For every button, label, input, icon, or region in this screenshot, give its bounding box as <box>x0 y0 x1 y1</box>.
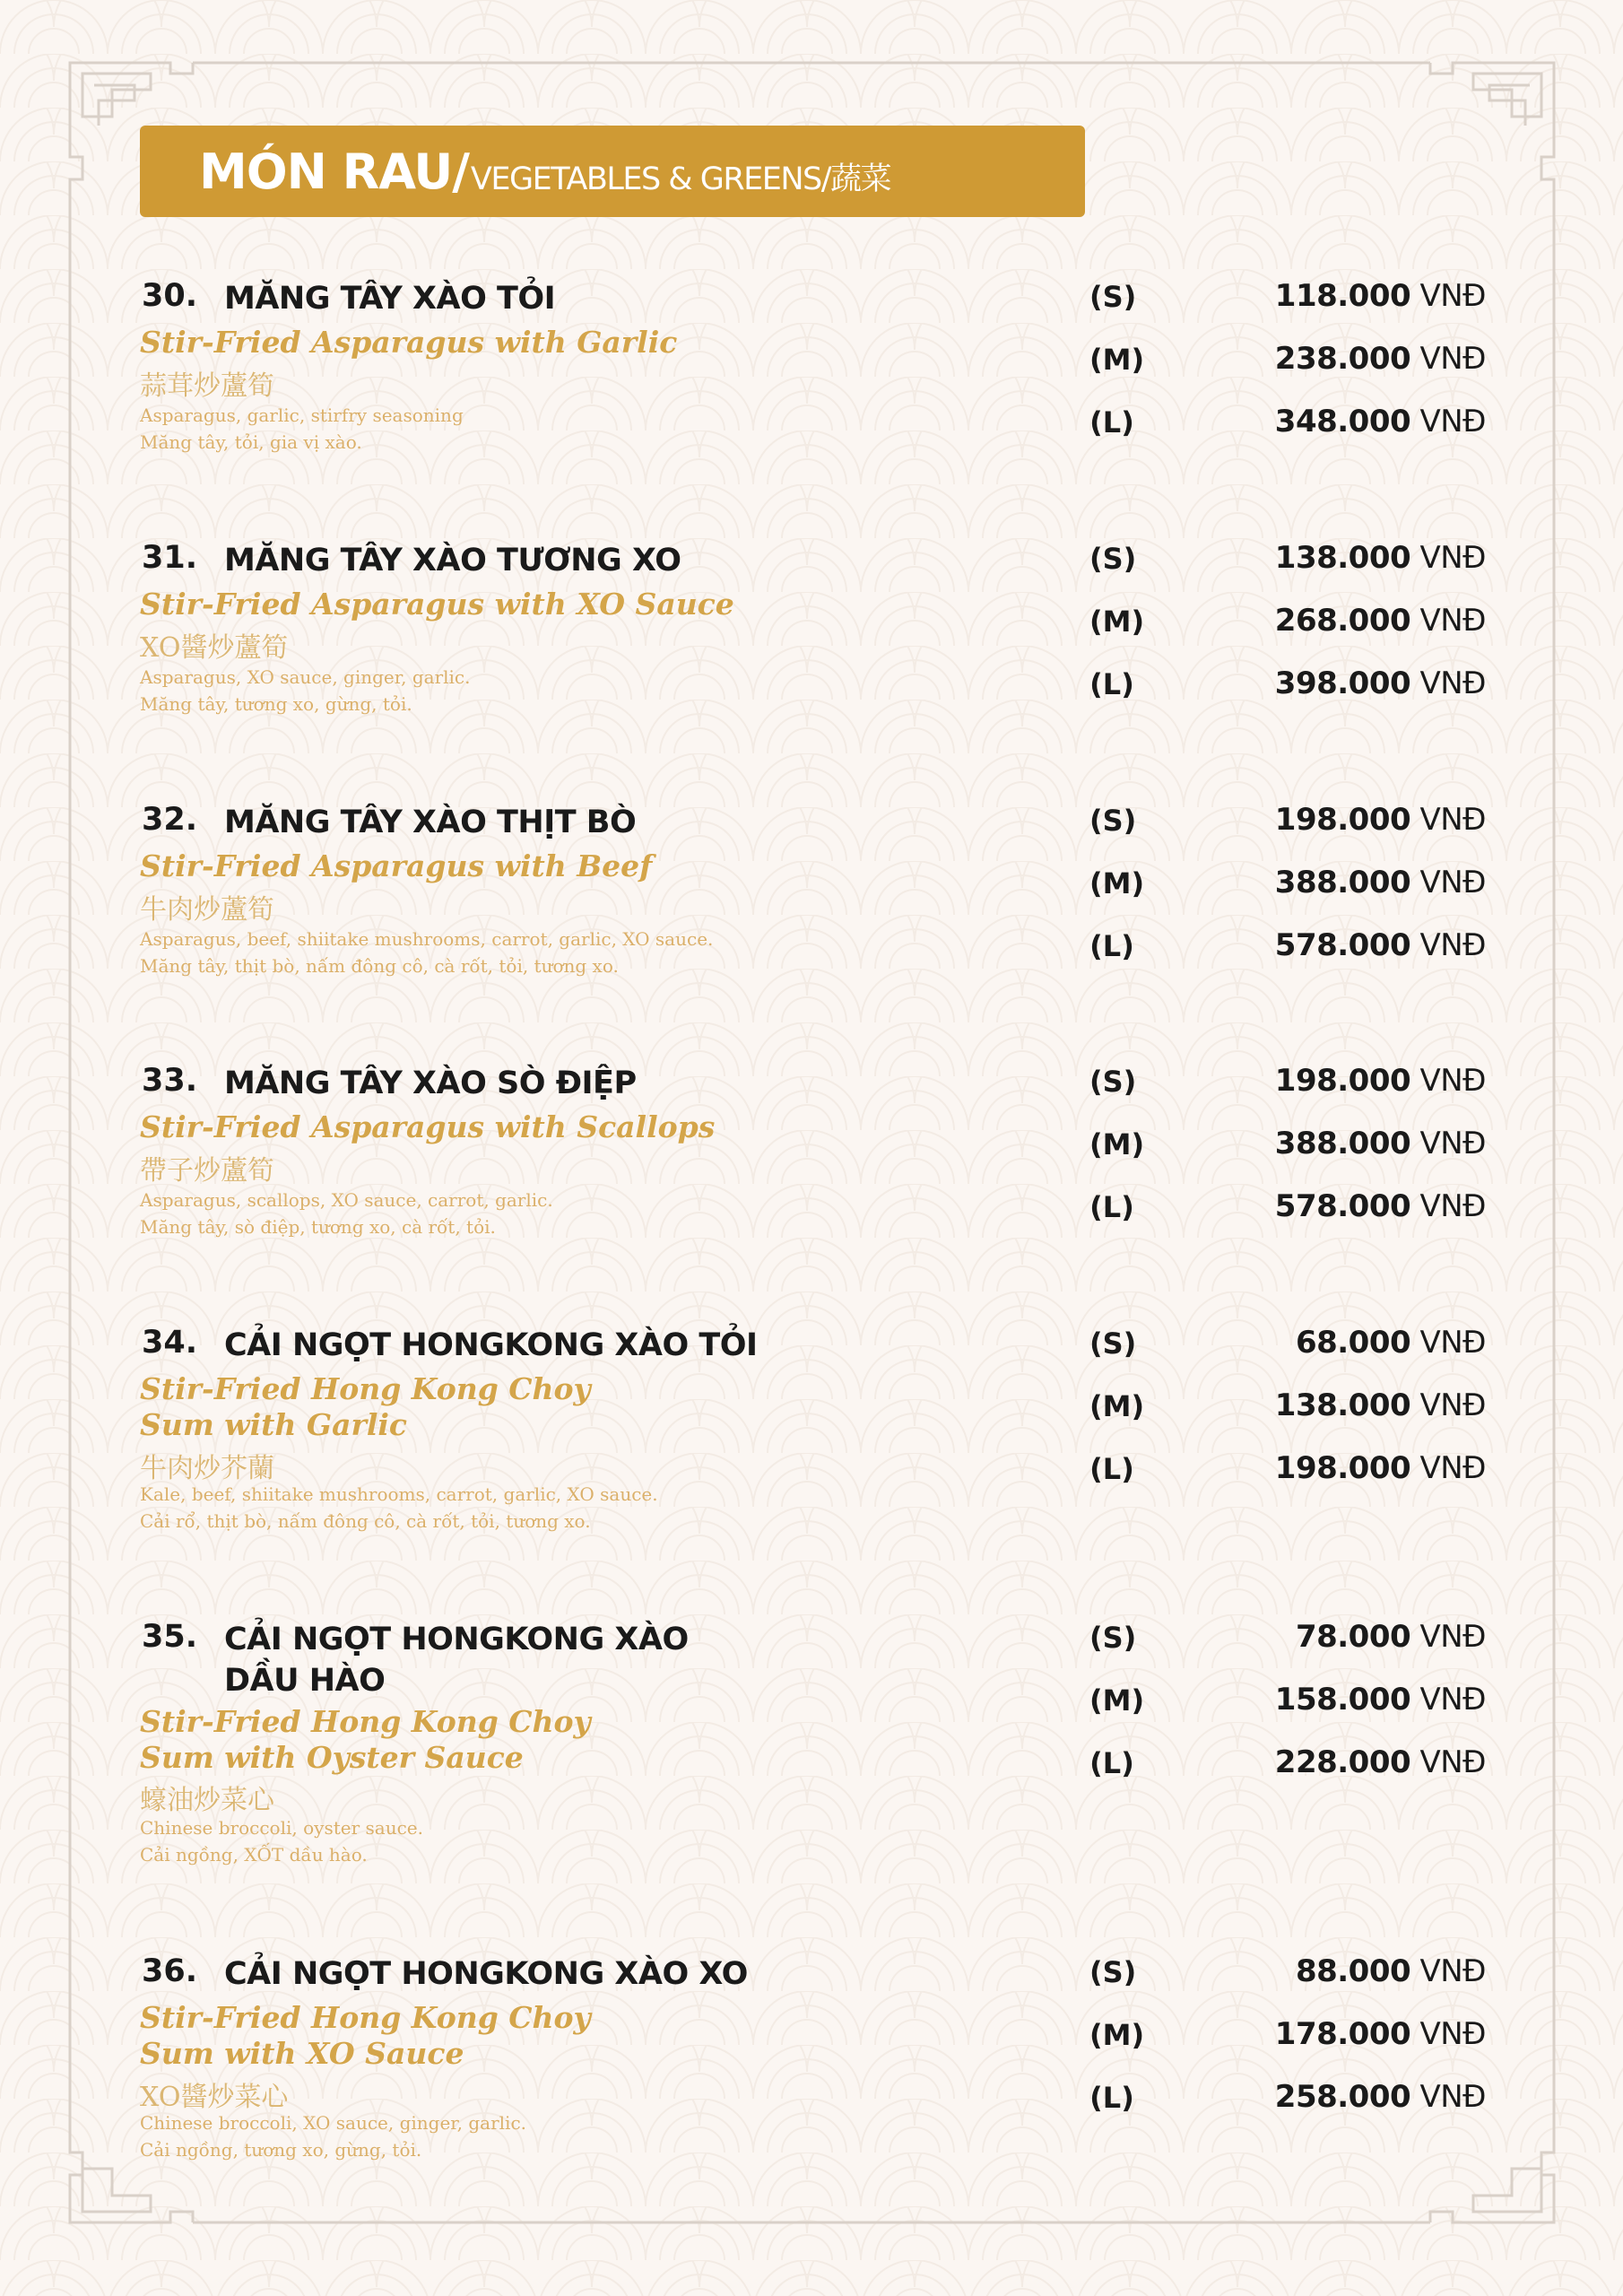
item-name-zh: XO醬炒蘆筍 <box>140 632 289 664</box>
item-number: 31. <box>142 540 198 576</box>
item-name-en: Stir-Fried Asparagus with Scallops <box>140 1109 716 1144</box>
currency-label: VNĐ <box>1419 865 1486 900</box>
item-desc-en: Asparagus, XO sauce, ginger, garlic. <box>140 666 471 688</box>
price-value: 178.000 <box>1274 2016 1411 2052</box>
currency-label: VNĐ <box>1419 278 1486 314</box>
price-value: 388.000 <box>1274 865 1411 900</box>
item-desc-en: Asparagus, scallops, XO sauce, carrot, garlic. <box>140 1189 553 1211</box>
price-value: 268.000 <box>1274 603 1411 639</box>
item-number: 35. <box>142 1619 198 1655</box>
item-desc-en: Asparagus, beef, shiitake mushrooms, carrot, garlic, XO sauce. <box>140 928 714 950</box>
size-label: (S) <box>1089 280 1137 314</box>
item-number: 32. <box>142 802 198 838</box>
item-desc-vi: Măng tây, tương xo, gừng, tỏi. <box>140 693 412 715</box>
currency-label: VNĐ <box>1419 927 1486 963</box>
item-name-zh: 帶子炒蘆筍 <box>140 1155 274 1187</box>
price-value: 398.000 <box>1274 665 1411 701</box>
price <box>1275 1063 1486 1099</box>
item-name-zh: 蒜茸炒蘆筍 <box>140 370 274 402</box>
price <box>1275 1188 1486 1224</box>
size-label: (S) <box>1089 804 1137 838</box>
price-value: 578.000 <box>1274 927 1411 963</box>
currency-label: VNĐ <box>1419 1126 1486 1161</box>
size-label: (M) <box>1089 343 1145 377</box>
price <box>1275 2079 1486 2115</box>
price-value: 238.000 <box>1274 341 1411 377</box>
price <box>1296 1953 1486 1989</box>
currency-label: VNĐ <box>1419 665 1486 701</box>
price <box>1275 341 1486 377</box>
currency-label: VNĐ <box>1419 341 1486 377</box>
item-desc-vi: Cải ngồng, tương xo, gừng, tỏi. <box>140 2139 422 2161</box>
item-name-zh: 牛肉炒蘆筍 <box>140 894 274 926</box>
price-value: 158.000 <box>1274 1682 1411 1718</box>
currency-label: VNĐ <box>1419 603 1486 639</box>
price <box>1275 865 1486 900</box>
currency-label: VNĐ <box>1419 1188 1486 1224</box>
item-name-en: Stir-Fried Asparagus with XO Sauce <box>140 587 734 622</box>
currency-label: VNĐ <box>1419 1387 1486 1423</box>
price-value: 118.000 <box>1274 278 1411 314</box>
size-label: (M) <box>1089 604 1145 639</box>
size-label: (L) <box>1089 405 1134 439</box>
currency-label: VNĐ <box>1419 1325 1486 1361</box>
price <box>1275 802 1486 838</box>
item-name-vi: MĂNG TÂY XÀO TƯƠNG XO <box>224 543 681 578</box>
item-number: 33. <box>142 1063 198 1099</box>
price <box>1275 603 1486 639</box>
size-label: (L) <box>1089 1452 1134 1486</box>
currency-label: VNĐ <box>1419 404 1486 439</box>
size-label: (L) <box>1089 2081 1134 2115</box>
item-name-vi: CẢI NGỌT HONGKONG XÀO XO <box>224 1956 748 1992</box>
currency-label: VNĐ <box>1419 1063 1486 1099</box>
price <box>1275 1126 1486 1161</box>
price-value: 198.000 <box>1274 802 1411 838</box>
currency-label: VNĐ <box>1419 1953 1486 1989</box>
item-desc-vi: Cải ngồng, XỐT dầu hào. <box>140 1844 368 1866</box>
item-name-zh: XO醬炒菜心 <box>140 2082 289 2113</box>
size-label: (L) <box>1089 1746 1134 1780</box>
currency-label: VNĐ <box>1419 540 1486 576</box>
item-desc-vi: Măng tây, tỏi, gia vị xào. <box>140 431 362 453</box>
item-desc-vi: Măng tây, thịt bò, nấm đông cô, cà rốt, tỏi, tương xo. <box>140 955 619 977</box>
size-label: (M) <box>1089 1683 1145 1718</box>
price <box>1275 1682 1486 1718</box>
item-number: 30. <box>142 278 198 314</box>
price-value: 258.000 <box>1274 2079 1411 2115</box>
currency-label: VNĐ <box>1419 1682 1486 1718</box>
price <box>1275 278 1486 314</box>
item-name-en: Stir-Fried Hong Kong Choy Sum with Garlic <box>140 1371 591 1442</box>
item-name-vi: MĂNG TÂY XÀO TỎI <box>224 281 556 317</box>
price <box>1275 665 1486 701</box>
item-name-en: Stir-Fried Asparagus with Beef <box>140 848 653 883</box>
currency-label: VNĐ <box>1419 1619 1486 1655</box>
item-desc-vi: Măng tây, sò điệp, tương xo, cà rốt, tỏi. <box>140 1216 496 1238</box>
price <box>1275 1387 1486 1423</box>
size-label: (M) <box>1089 2018 1145 2052</box>
item-desc-vi: Cải rổ, thịt bò, nấm đông cô, cà rốt, tỏi, tương xo. <box>140 1510 591 1532</box>
price-value: 348.000 <box>1274 404 1411 439</box>
item-desc-en: Asparagus, garlic, stirfry seasoning <box>140 404 464 426</box>
size-label: (S) <box>1089 1065 1137 1099</box>
item-name-vi: CẢI NGỌT HONGKONG XÀO TỎI <box>224 1327 758 1363</box>
price-value: 68.000 <box>1295 1325 1411 1361</box>
size-label: (M) <box>1089 866 1145 900</box>
size-label: (S) <box>1089 1621 1137 1655</box>
currency-label: VNĐ <box>1419 2079 1486 2115</box>
item-name-zh: 蠔油炒菜心 <box>140 1785 274 1816</box>
currency-label: VNĐ <box>1419 1744 1486 1780</box>
size-label: (L) <box>1089 667 1134 701</box>
price <box>1296 1619 1486 1655</box>
price-value: 228.000 <box>1274 1744 1411 1780</box>
size-label: (M) <box>1089 1127 1145 1161</box>
item-desc-en: Chinese broccoli, oyster sauce. <box>140 1817 423 1839</box>
section-title-banner <box>140 126 1085 217</box>
size-label: (L) <box>1089 929 1134 963</box>
size-label: (L) <box>1089 1190 1134 1224</box>
item-number: 36. <box>142 1953 198 1989</box>
price <box>1275 2016 1486 2052</box>
price-value: 388.000 <box>1274 1126 1411 1161</box>
section-title-vi: MÓN RAU/ <box>199 143 469 200</box>
section-title-en-zh: VEGETABLES & GREENS/蔬菜 <box>470 161 891 197</box>
item-name-en: Stir-Fried Hong Kong Choy Sum with Oyster Sauce <box>140 1704 591 1775</box>
item-name-vi: CẢI NGỌT HONGKONG XÀO DẦU HÀO <box>224 1622 689 1699</box>
currency-label: VNĐ <box>1419 802 1486 838</box>
size-label: (M) <box>1089 1389 1145 1423</box>
price <box>1275 404 1486 439</box>
currency-label: VNĐ <box>1419 2016 1486 2052</box>
item-name-en: Stir-Fried Hong Kong Choy Sum with XO Sauce <box>140 2000 591 2071</box>
size-label: (S) <box>1089 1955 1137 1989</box>
price-value: 88.000 <box>1295 1953 1411 1989</box>
price <box>1275 1744 1486 1780</box>
item-name-vi: MĂNG TÂY XÀO SÒ ĐIỆP <box>224 1065 637 1101</box>
price-value: 138.000 <box>1274 540 1411 576</box>
price <box>1275 1450 1486 1486</box>
price-value: 138.000 <box>1274 1387 1411 1423</box>
price <box>1275 927 1486 963</box>
item-name-zh: 牛肉炒芥蘭 <box>140 1453 274 1484</box>
item-name-en: Stir-Fried Asparagus with Garlic <box>140 325 678 360</box>
price-value: 78.000 <box>1295 1619 1411 1655</box>
price <box>1296 1325 1486 1361</box>
item-number: 34. <box>142 1325 198 1361</box>
size-label: (S) <box>1089 1326 1137 1361</box>
item-name-vi: MĂNG TÂY XÀO THỊT BÒ <box>224 804 637 840</box>
item-desc-en: Kale, beef, shiitake mushrooms, carrot, garlic, XO sauce. <box>140 1483 658 1505</box>
price-value: 578.000 <box>1274 1188 1411 1224</box>
price-value: 198.000 <box>1274 1450 1411 1486</box>
price-value: 198.000 <box>1274 1063 1411 1099</box>
item-desc-en: Chinese broccoli, XO sauce, ginger, garlic. <box>140 2112 527 2134</box>
size-label: (S) <box>1089 542 1137 576</box>
currency-label: VNĐ <box>1419 1450 1486 1486</box>
price <box>1275 540 1486 576</box>
